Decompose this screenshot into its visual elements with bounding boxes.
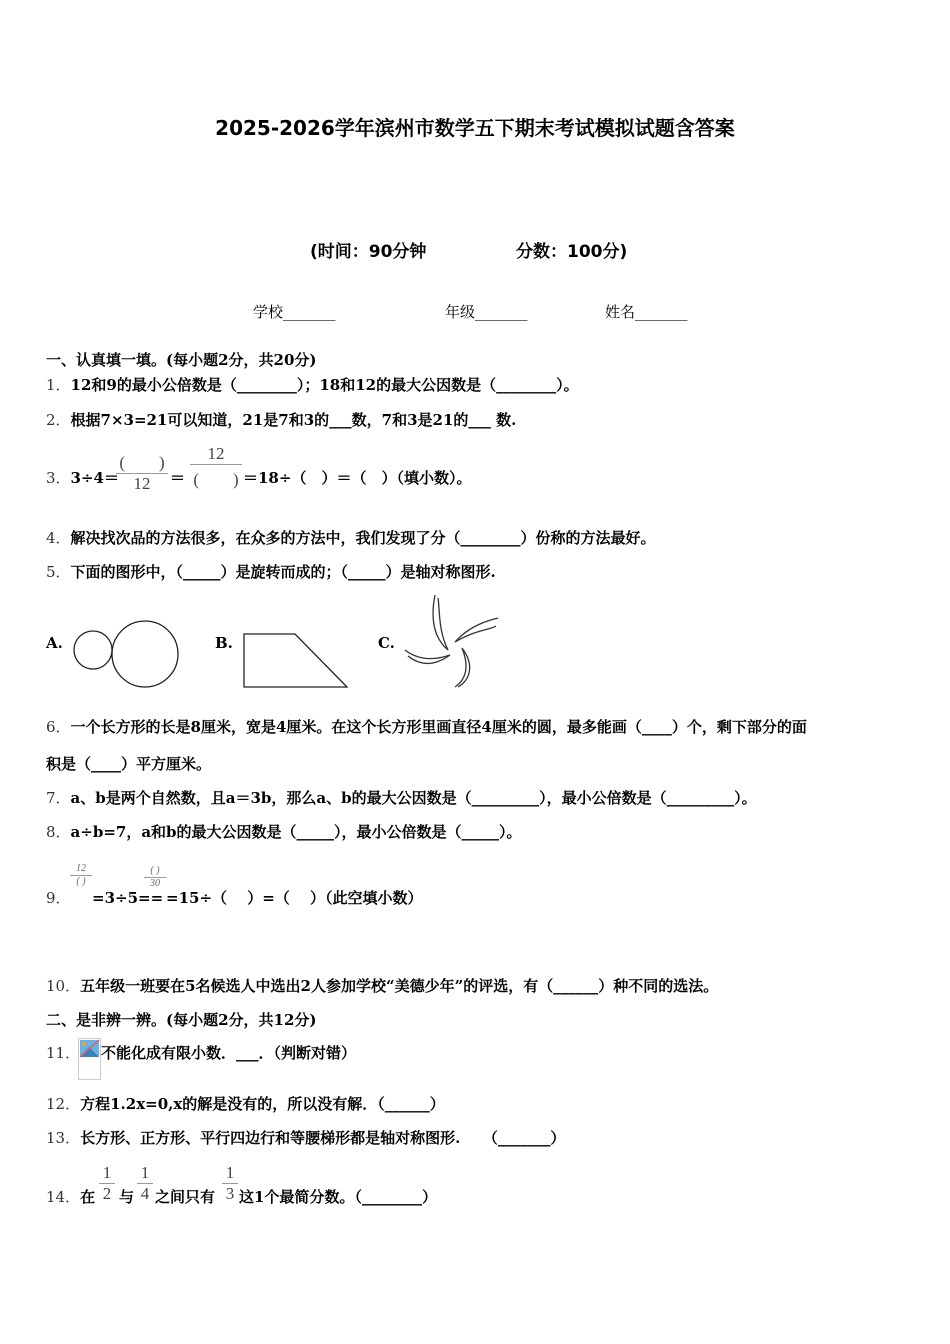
question-2 [46, 410, 516, 430]
q-text: a、b是两个自然数，且a＝3b，那么a、b的最大公因数是（_________），最小公倍数是（_________）。 [70, 789, 757, 807]
q-num: 1． [46, 376, 71, 394]
question-11 [46, 1043, 80, 1063]
question-12 [46, 1094, 445, 1114]
q-text: =15÷（ ）=（ ）（此空填小数） [166, 889, 423, 907]
page-title: 2025-2026学年滨州市数学五下期末考试模拟试题含答案 [215, 116, 735, 140]
q-num: 13． [46, 1129, 81, 1147]
q-text: ＝18÷（ ）＝（ ）（填小数）。 [243, 469, 472, 487]
q-text: 五年级一班要在5名候选人中选出2人参加学校“美德少年”的评选，有（______）种不同的选法。 [80, 977, 719, 995]
q-text: 解决找次品的方法很多，在众多的方法中，我们发现了分（________）份称的方法最好。 [70, 529, 656, 547]
q-num: 9． [46, 889, 71, 907]
fraction: 12 ( ) [190, 444, 242, 490]
q-num: 2． [46, 411, 71, 429]
q-num: 11． [46, 1044, 81, 1062]
trapezoid [244, 634, 347, 687]
question-7 [46, 788, 757, 808]
q-text: 长方形、正方形、平行四边行和等腰梯形都是轴对称图形. （_______） [80, 1129, 566, 1147]
question-13 [46, 1128, 565, 1148]
name-field: 姓名_______ [605, 303, 688, 321]
q-num: 6． [46, 718, 71, 736]
equals: ＝ [170, 469, 186, 487]
q-text: =3÷5== [92, 889, 164, 907]
q-text: 不能化成有限小数．___．（判断对错） [101, 1044, 357, 1062]
question-4 [46, 528, 656, 548]
fraction: $\frac{1}{3}$ [222, 1163, 238, 1204]
section-2-heading: 二、是非辨一辨。(每小题2分，共12分) [46, 1011, 317, 1029]
question-6 [46, 717, 807, 737]
fraction: 12 ( ) [70, 863, 92, 888]
q-text: 一个长方形的长是8厘米，宽是4厘米。在这个长方形里画直径4厘米的圆，最多能画（____）个，剩下部分的面 [70, 718, 807, 736]
large-circle [112, 621, 178, 687]
question-5 [46, 562, 496, 582]
q-text: 下面的图形中，（_____）是旋转而成的；（_____）是轴对称图形. [70, 563, 496, 581]
question-10 [46, 976, 718, 996]
q-text: a÷b=7，a和b的最大公因数是（_____），最小公倍数是（_____）。 [70, 823, 522, 841]
shape-figures [0, 590, 520, 695]
q-num: 3． [46, 469, 71, 487]
q-num: 12． [46, 1095, 81, 1113]
q-num: 7． [46, 789, 71, 807]
broken-image-icon [78, 1038, 101, 1080]
grade-field: 年级_______ [445, 303, 528, 321]
option-c-label: C. [378, 634, 395, 652]
q-text: 方程1.2x=0,x的解是没有的，所以没有解．（______） [80, 1095, 445, 1113]
question-1 [46, 375, 579, 395]
option-b-label: B. [215, 634, 233, 652]
q-num: 14． [46, 1188, 81, 1206]
q-num: 4． [46, 529, 71, 547]
section-1-heading: 一、认真填一填。(每小题2分，共20分) [46, 351, 317, 369]
q-num: 8． [46, 823, 71, 841]
fraction: $\frac{1}{4}$ [137, 1163, 153, 1204]
q-text: 根据7×3=21可以知道，21是7和3的___数，7和3是21的___ 数. [70, 411, 517, 429]
fraction: ( ) 30 [144, 865, 166, 890]
q-num: 5． [46, 563, 71, 581]
school-field: 学校_______ [253, 303, 336, 321]
q-text: 与 [119, 1188, 135, 1206]
q-text: 在 [80, 1188, 96, 1206]
question-8 [46, 822, 522, 842]
fraction: ( ) 12 [116, 448, 168, 494]
exam-time: (时间：90分钟 [310, 242, 427, 262]
q-text: 3÷4＝ [70, 469, 119, 487]
question-6-cont: 积是（____）平方厘米。 [46, 755, 212, 773]
fraction: $\frac{1}{2}$ [99, 1163, 115, 1204]
q-text: 这1个最简分数。（________） [239, 1188, 437, 1206]
q-text: 12和9的最小公倍数是（________）；18和12的最大公因数是（________）。 [70, 376, 579, 394]
pinwheel [405, 595, 498, 687]
small-circle [74, 631, 112, 669]
option-a-label: A. [46, 634, 63, 652]
q-text: 之间只有 [155, 1188, 216, 1206]
exam-score: 分数：100分) [516, 242, 628, 262]
q-num: 10． [46, 977, 81, 995]
